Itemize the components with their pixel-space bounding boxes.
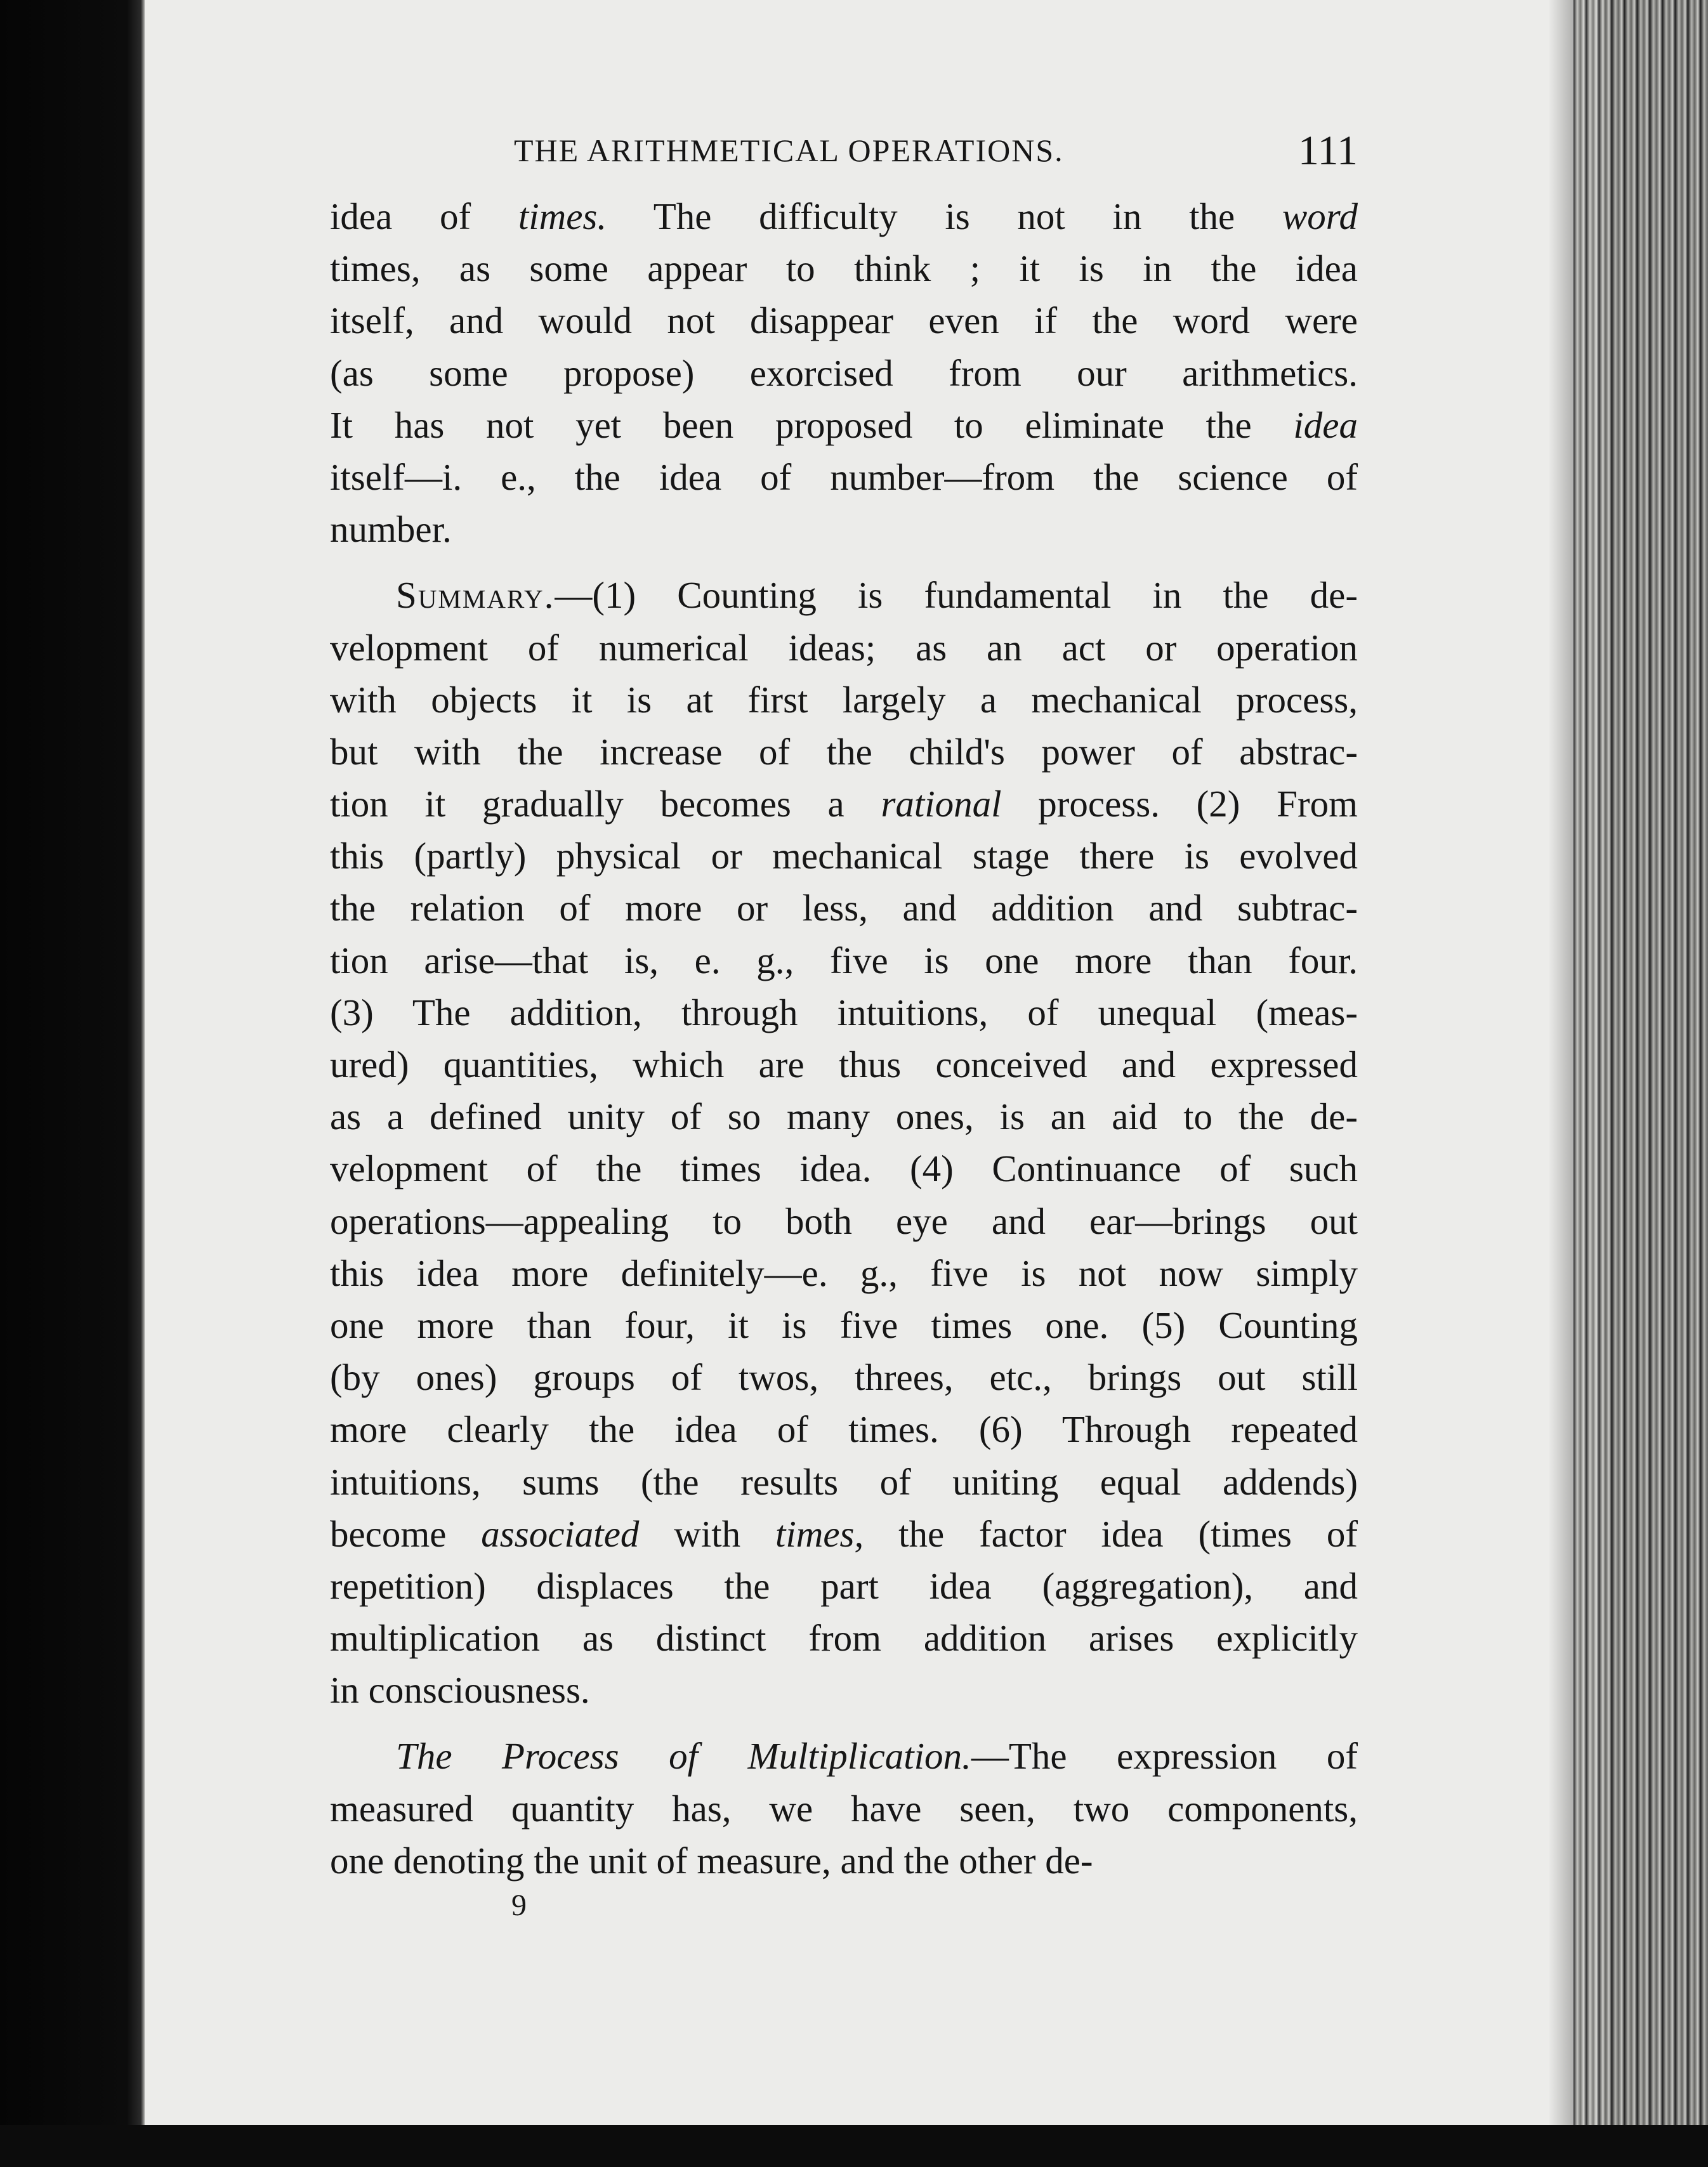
binding-gutter: [0, 0, 146, 2167]
scan-bottom-border: [0, 2125, 1708, 2167]
text-line: intuitions, sums (the results of uniting equal addends): [330, 1460, 1358, 1503]
text-line: (as some propose) exorcised from our arithmetics.: [330, 351, 1358, 394]
small-caps-heading: Summary.: [396, 574, 555, 617]
text-line: velopment of the times idea. (4) Continuance of such: [330, 1148, 1358, 1190]
text-line: Summary.—(1) Counting is fundamental in the de-: [396, 574, 1358, 617]
text-line: (by ones) groups of twos, threes, etc., brings out still: [330, 1356, 1358, 1399]
signature-mark: 9: [511, 1889, 527, 1922]
text-line: this (partly) physical or mechanical stage there is evolved: [330, 835, 1358, 877]
text-line: one denoting the unit of measure, and the other de-: [330, 1839, 1093, 1882]
text-line: itself, and would not disappear even if the word were: [330, 299, 1358, 342]
text-line: tion arise—that is, e. g., five is one more than four.: [330, 939, 1358, 981]
page-text: [330, 121, 1358, 1925]
page-number: 111: [1297, 128, 1358, 174]
text-line: become associated with times, the factor idea (times of: [330, 1512, 1358, 1555]
paragraph-times-idea: [330, 190, 1358, 555]
text-line: tion it gradually becomes a rational process. (2) From: [330, 783, 1358, 825]
text-line: this idea more definitely—e. g., five is not now simply: [330, 1252, 1358, 1294]
text-line: number.: [330, 508, 452, 551]
text-line: measured quantity has, we have seen, two components,: [330, 1787, 1358, 1830]
text-line: It has not yet been proposed to eliminate the idea: [330, 403, 1358, 446]
text-line: operations—appealing to both eye and ear—brings out: [330, 1200, 1358, 1242]
italic-text: rational: [881, 783, 1002, 825]
text-line: times, as some appear to think ; it is in the idea: [330, 247, 1358, 290]
italic-text: The Process of Multiplication.: [396, 1735, 971, 1777]
italic-text: times,: [775, 1512, 864, 1555]
running-head: THE ARITHMETICAL OPERATIONS.: [514, 133, 1064, 168]
text-line: with objects it is at first largely a mechanical process,: [330, 678, 1358, 721]
italic-text: word: [1282, 195, 1358, 237]
italic-text: times.: [518, 195, 607, 237]
paragraph-summary: [330, 569, 1358, 1716]
text-line: but with the increase of the child's power of abstrac-: [330, 730, 1358, 773]
text-line: in consciousness.: [330, 1669, 590, 1712]
text-line: multiplication as distinct from addition arises explicitly: [330, 1617, 1358, 1660]
text-line: The Process of Multiplication.—The expression of: [396, 1735, 1358, 1777]
italic-text: associated: [481, 1512, 640, 1555]
text-line: repetition) displaces the part idea (aggregation), and: [330, 1564, 1358, 1607]
text-line: as a defined unity of so many ones, is an aid to the de-: [330, 1096, 1358, 1138]
text-line: velopment of numerical ideas; as an act or operation: [330, 626, 1358, 669]
page-header: [330, 121, 1358, 190]
italic-text: idea: [1293, 403, 1358, 446]
text-line: ured) quantities, which are thus conceived and expressed: [330, 1044, 1358, 1085]
text-line: (3) The addition, through intuitions, of unequal (meas-: [330, 991, 1358, 1033]
text-line: idea of times. The difficulty is not in the word: [330, 195, 1358, 237]
text-line: itself—i. e., the idea of number—from the science of: [330, 455, 1358, 498]
text-line: more clearly the idea of times. (6) Through repeated: [330, 1408, 1358, 1451]
text-line: one more than four, it is five times one. (5) Counting: [330, 1304, 1358, 1346]
paragraph-multiplication: [330, 1730, 1358, 1887]
page-stack-edge: [1573, 0, 1708, 2167]
text-line: the relation of more or less, and addition and subtrac-: [330, 887, 1358, 929]
